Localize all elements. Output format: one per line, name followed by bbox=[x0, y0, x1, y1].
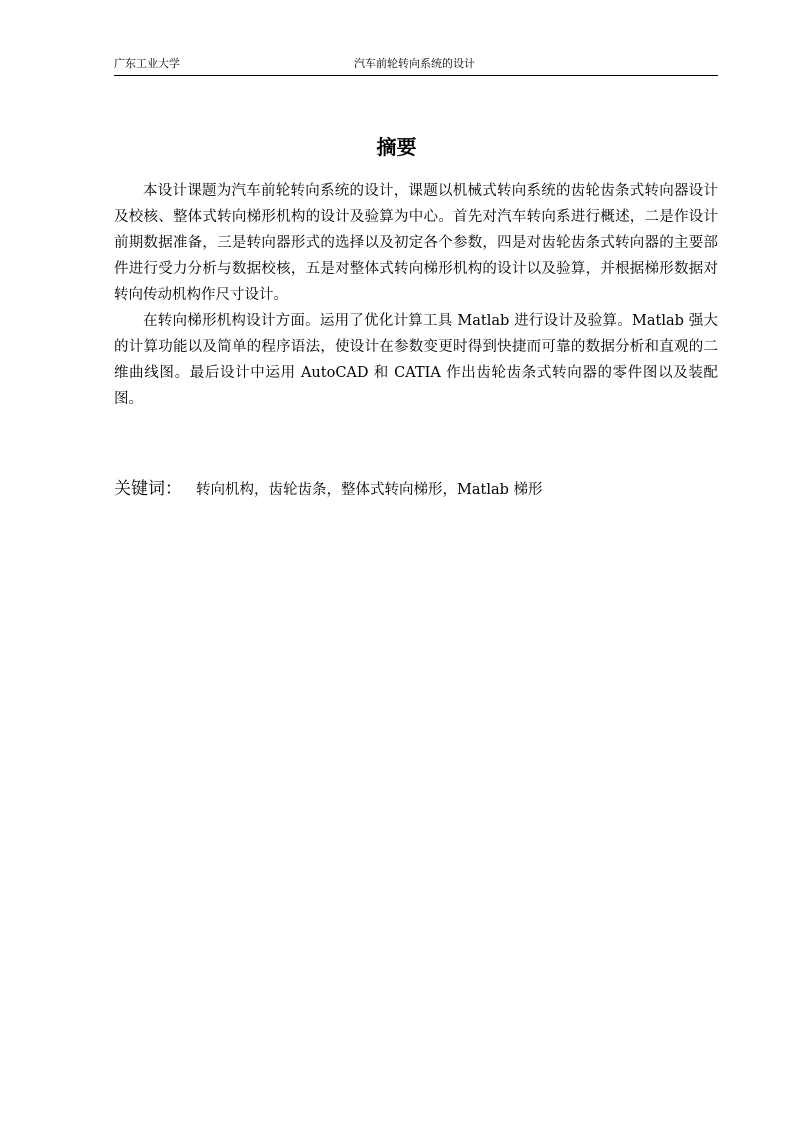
keywords-label: 关键词： bbox=[114, 479, 182, 499]
abstract-paragraph-2: 在转向梯形机构设计方面。运用了优化计算工具 Matlab 进行设计及验算。Matlab 强大的计算功能以及简单的程序语法，使设计在参数变更时得到快捷而可靠的数据分析和直观的二维曲线图。最后设计中运用 AutoCAD 和 CATIA 作出齿轮齿条式转向器的零件图以及装配图。 bbox=[114, 313, 718, 407]
keywords-line bbox=[114, 477, 718, 502]
keywords-value: 转向机构，齿轮齿条，整体式转向梯形，Matlab 梯形 bbox=[196, 482, 543, 498]
abstract-body bbox=[114, 178, 718, 412]
abstract-heading: 摘要 bbox=[376, 135, 417, 159]
page-header bbox=[114, 57, 718, 76]
header-document-title: 汽车前轮转向系统的设计 bbox=[354, 57, 475, 70]
header-university: 广东工业大学 bbox=[114, 57, 180, 70]
abstract-paragraph-1: 本设计课题为汽车前轮转向系统的设计，课题以机械式转向系统的齿轮齿条式转向器设计及校核、整体式转向梯形机构的设计及验算为中心。首先对汽车转向系进行概述，二是作设计前期数据准备，三是转向器形式的选择以及初定各个参数，四是对齿轮齿条式转向器的主要部件进行受力分析与数据校核，五是对整体式转向梯形机构的设计以及验算，并根据梯形数据对转向传动机构作尺寸设计。 bbox=[114, 183, 718, 303]
